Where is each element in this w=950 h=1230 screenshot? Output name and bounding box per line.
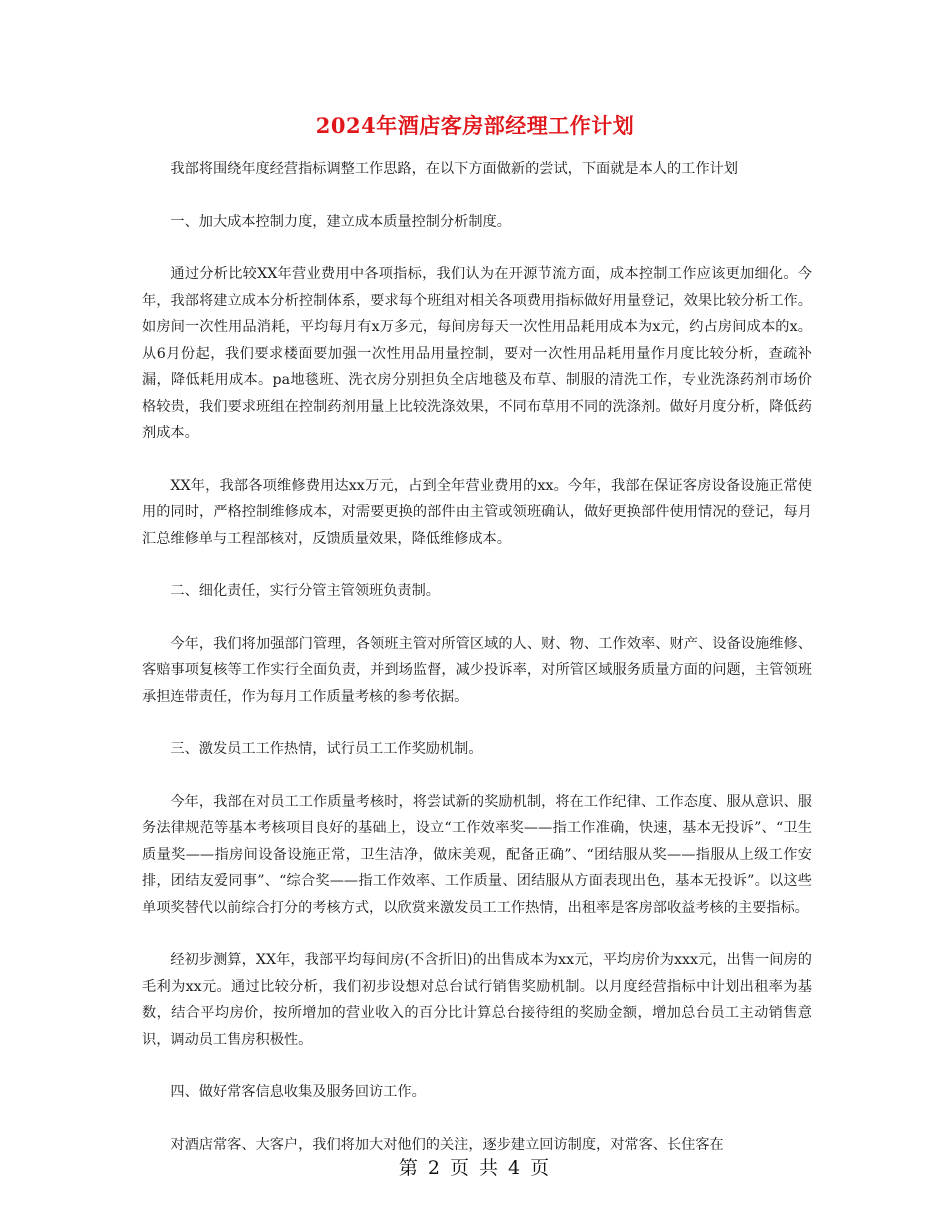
paragraph: XX年，我部各项维修费用达xx万元，占到全年营业费用的xx。今年，我部在保证客房设备设施正常使用的同时，严格控制维修成本，对需要更换的部件由主管或领班确认，做好更换部件使用情况的登记，每月汇总维修单与工程部核对，反馈质量效果，降低维修成本。 [142, 477, 812, 547]
paragraph: 今年，我部在对员工工作质量考核时，将尝试新的奖励机制，将在工作纪律、工作态度、服从意识、服务法律规范等基本考核项目良好的基础上，设立“工作效率奖——指工作准确，快速，基本无投诉”、“卫生质量奖——指房间设备设施正常，卫生洁净，做床美观，配备正确”、“团结服从奖——指服从上级工作安排，团结友爱同事”、“综合奖——指工作效率、工作质量、团结服从方面表现出色，基本无投诉”。以这些单项奖替代以前综合打分的考核方式，以欣赏来激发员工工作热情，出租率是客房部收益考核的主要指标。 [142, 793, 812, 916]
paragraph-continued: 对酒店常客、大客户，我们将加大对他们的关注，逐步建立回访制度，对常客、长住客在 [170, 1136, 724, 1153]
page-number-footer: 第 2 页 共 4 页 [398, 1157, 552, 1179]
paragraph: 经初步测算，XX年，我部平均每间房(不含折旧)的出售成本为xx元，平均房价为xxx元，出售一间房的毛利为xx元。通过比较分析，我们初步设想对总台试行销售奖励机制。以月度经营指标中计划出租率为基数，结合平均房价，按所增加的营业收入的百分比计算总台接待组的奖励金额，增加总台员工主动销售意识，调动员工售房积极性。 [142, 952, 812, 1048]
section-heading-3: 三、激发员工工作热情，试行员工工作奖励机制。 [170, 741, 483, 757]
section-heading-4: 四、做好常客信息收集及服务回访工作。 [170, 1084, 426, 1100]
document-body [142, 156, 812, 1184]
document-title: 2024年酒店客房部经理工作计划 [315, 113, 635, 138]
section-heading-1: 一、加大成本控制力度，建立成本质量控制分析制度。 [170, 213, 511, 230]
paragraph: 通过分析比较XX年营业费用中各项指标，我们认为在开源节流方面，成本控制工作应该更加细化。今年，我部将建立成本分析控制体系，要求每个班组对相关各项费用指标做好用量登记，效果比较分析工作。如房间一次性用品消耗，平均每月有x万多元，每间房每天一次性用品耗用成本为x元，约占房间成本的x。从6月份起，我们要求楼面要加强一次性用品用量控制，要对一次性用品耗用量作月度比较分析，查疏补漏，降低耗用成本。pa地毯班、洗衣房分别担负全店地毯及布草、制服的清洗工作，专业洗涤药剂市场价格较贵，我们要求班组在控制药剂用量上比较洗涤效果，不同布草用不同的洗涤剂。做好月度分析，降低药剂成本。 [142, 266, 812, 441]
section-heading-2: 二、细化责任，实行分管主管领班负责制。 [170, 583, 440, 599]
paragraph-intro: 我部将围绕年度经营指标调整工作思路，在以下方面做新的尝试，下面就是本人的工作计划 [170, 161, 738, 177]
paragraph: 今年，我们将加强部门管理，各领班主管对所管区域的人、财、物、工作效率、财产、设备设施维修、客赔事项复核等工作实行全面负责，并到场监督，减少投诉率，对所管区域服务质量方面的问题，主管领班承担连带责任，作为每月工作质量考核的参考依据。 [142, 635, 812, 705]
